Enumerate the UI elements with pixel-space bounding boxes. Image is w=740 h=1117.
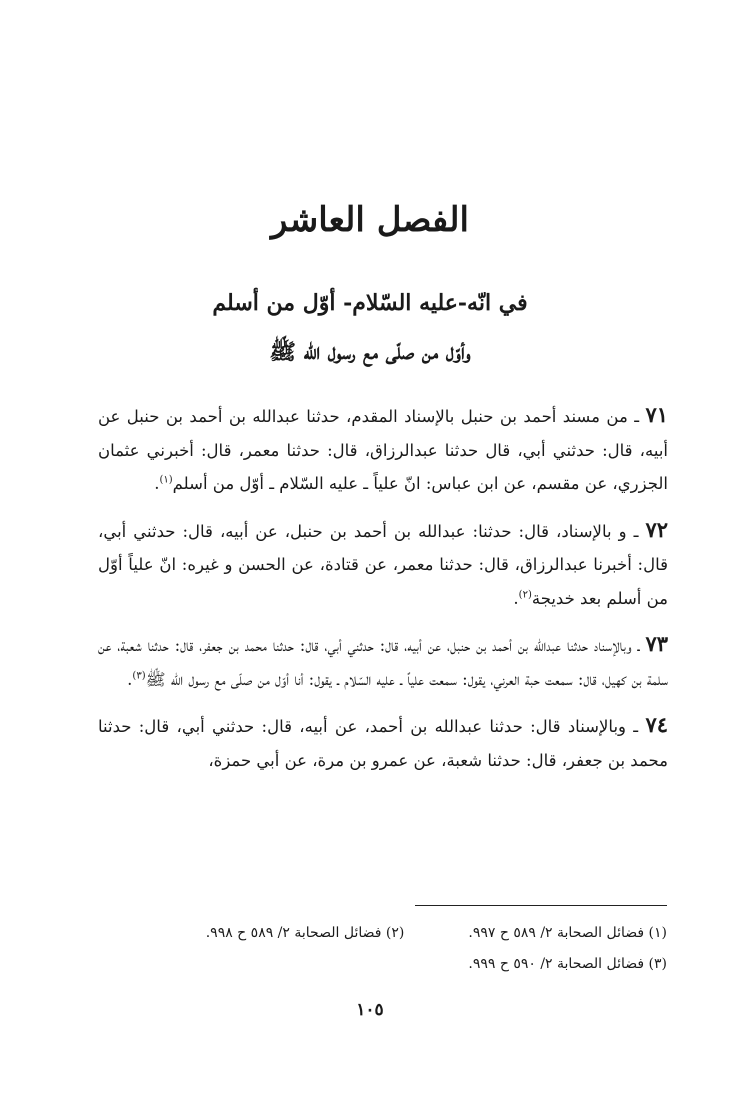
footnote-ref[interactable]: (١) bbox=[159, 474, 173, 486]
hadith-number: ٧١ bbox=[645, 402, 668, 427]
hadith-paragraph-71: ٧١ ـ من مسند أحمد بن حنبل بالإسناد المقدم، حدثنا عبدالله بن أحمد بن حنبل عن أبيه، قال: حدثني أبي، قال حدثنا عبدالرزاق، قال: حدثنا معمر، قال: أخبرني عثمان الجزري، عن مقسم، عن ابن عباس: انّ علياً ـ عليه السّلام ـ أوّل من أسلم$^{(١)}$. bbox=[98, 402, 668, 493]
footnote-1: (١) فضائل الصحابة ٢/ ٥٨٩ ح ٩٩٧. bbox=[468, 925, 667, 941]
hadith-number: ٧٣ bbox=[645, 631, 668, 656]
hadith-paragraph-73: ٧٣ ـ وبالإسناد حدثنا عبدالله بن أحمد بن حنبل، عن أبيه، قال: حدثني أبي، قال: حدثنا محمد بن جعفر، قال: حدثنا شعبة، عن سلمة بن كهيل، قال: سمعت حبة العرني، يقول: سمعت علياً ـ عليه السّلام ـ يقول: أنا أوّل من صلّى مع رسول الله ﷺ$^{(٣)}$. bbox=[98, 631, 668, 689]
hadith-number: ٧٢ bbox=[645, 516, 668, 542]
footnote-3: (٣) فضائل الصحابة ٢/ ٥٩٠ ح ٩٩٩. bbox=[468, 956, 667, 972]
footnote-row bbox=[130, 918, 667, 949]
chapter-title: الفصل العاشر bbox=[271, 200, 469, 240]
hadith-text: ـ و بالإسناد، قال: حدثنا: عبدالله بن أحمد بن حنبل، عن أبيه، قال: حدثني أبي، قال: أخبرنا عبدالرزاق، قال: حدثنا معمر، عن قتادة، عن الحسن و غيره: انّ علياً أوّل من أسلم بعد خديجة bbox=[98, 521, 668, 608]
chapter-subtitle-line-2: وأوّل من صلّى مع رسول الله ﷺ bbox=[269, 339, 471, 365]
hadith-paragraph-74 bbox=[98, 708, 668, 777]
footnote-2: (٢) فضائل الصحابة ٢/ ٥٨٩ ح ٩٩٨. bbox=[205, 925, 405, 941]
hadith-text: ـ وبالإسناد قال: حدثنا عبدالله بن أحمد، عن أبيه، قال: حدثني أبي، قال: حدثنا محمد بن جعفر، قال: حدثنا شعبة، عن عمرو بن مرة، عن أبي حمزة، bbox=[98, 717, 668, 770]
hadith-text: ـ من مسند أحمد بن حنبل بالإسناد المقدم، حدثنا عبدالله بن أحمد بن حنبل عن أبيه، قال: حدثني أبي، قال حدثنا عبدالرزاق، قال: حدثنا معمر، قال: أخبرني عثمان الجزري، عن مقسم، عن ابن عباس: انّ علياً ـ عليه السّلام ـ أوّل من أسلم bbox=[98, 407, 668, 493]
footnote-ref[interactable]: (٣) bbox=[132, 670, 146, 681]
page-number: ١٠٥ bbox=[356, 1000, 384, 1020]
body-text bbox=[98, 398, 668, 789]
hadith-text: ـ وبالإسناد حدثنا عبدالله بن أحمد بن حنبل، عن أبيه، قال: حدثني أبي، قال: حدثنا محمد بن جعفر، قال: حدثنا شعبة، عن سلمة بن كهيل، قال: سمعت حبة العرني، يقول: سمعت علياً ـ عليه السّلام ـ يقول: أنا أوّل من صلّى مع رسول الله ﷺ bbox=[98, 636, 668, 689]
hadith-number: ٧٤ bbox=[645, 712, 668, 737]
footnote-ref[interactable]: (٢) bbox=[518, 589, 532, 600]
chapter-subtitle-line-1: في انّه-عليه السّلام- أوّل من أسلم bbox=[212, 290, 528, 316]
footnote-row bbox=[130, 949, 667, 980]
footnote-divider bbox=[415, 905, 667, 906]
hadith-paragraph-72: ٧٢ ـ و بالإسناد، قال: حدثنا: عبدالله بن أحمد بن حنبل، عن أبيه، قال: حدثني أبي، قال: أخبرنا عبدالرزاق، قال: حدثنا معمر، عن قتادة، عن الحسن و غيره: انّ علياً أوّل من أسلم بعد خديجة$^{(٢)}$. bbox=[98, 516, 668, 608]
footnotes bbox=[130, 918, 667, 980]
